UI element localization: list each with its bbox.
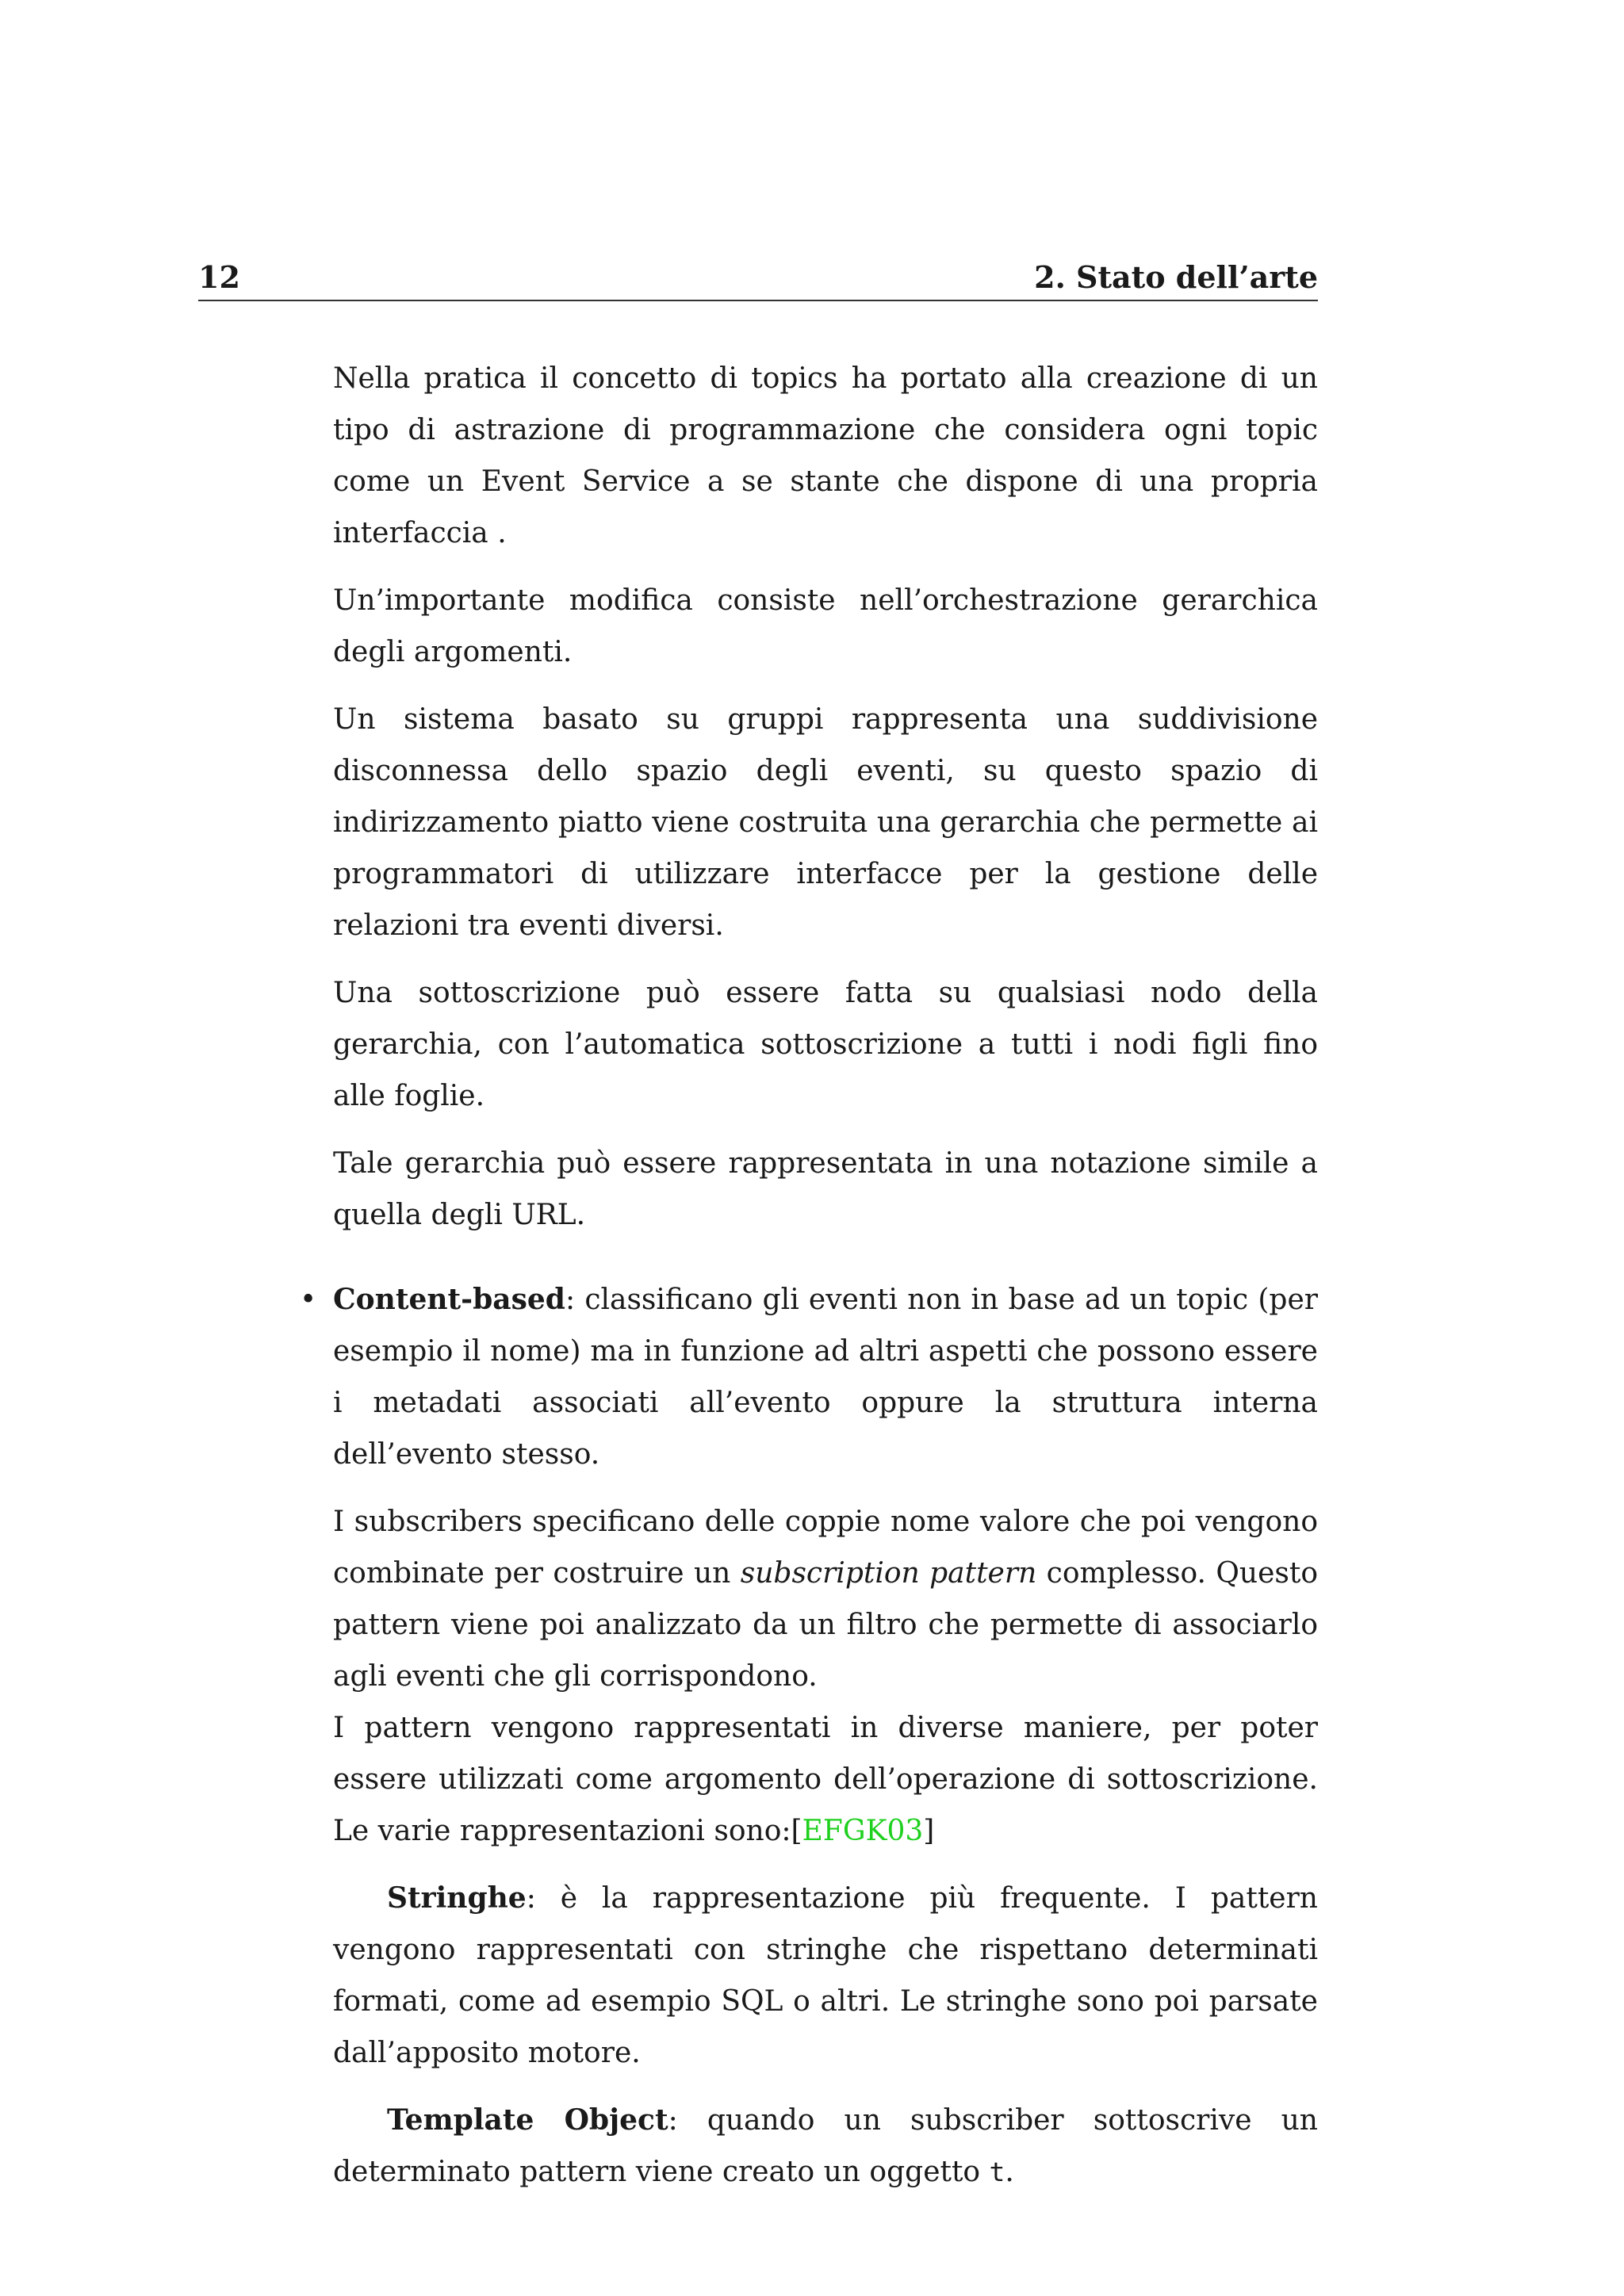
paragraph-template-object: [333, 2095, 1318, 2198]
subscribers-text-b: complesso. Questo pattern viene poi analizzato da un filtro che permette di associarlo agli eventi che gli corrispondono.: [333, 1557, 1318, 1693]
term-template-object: Template Object: [387, 2103, 668, 2137]
term-content-based: Content-based: [333, 1283, 565, 1316]
paragraph-pattern-representations: [333, 1702, 1318, 1857]
chapter-title: 2. Stato dell’arte: [1034, 259, 1318, 295]
paragraph-subscribers: [333, 1496, 1318, 1702]
stringhe-description: : è la rappresentazione più frequente. I pattern vengono rappresentati con stringhe che rispettano determinati formati, come ad esempio SQL o altri. Le stringhe sono poi parsate dall’apposito motore.: [333, 1882, 1318, 2069]
paragraph-stringhe: [333, 1873, 1318, 2079]
code-t: t: [989, 2156, 1005, 2187]
running-header: [198, 255, 1318, 301]
list-item-content-based: [300, 1274, 1318, 2198]
representations-text-a: I pattern vengono rappresentati in diverse maniere, per poter essere utilizzati come argomento dell’operazione di sottoscrizione. Le varie rappresentazioni sono:[: [333, 1712, 1318, 1847]
content-based-description: : classificano gli eventi non in base ad un topic (per esempio il nome) ma in funzione ad altri aspetti che possono essere i metadati associati all’evento oppure la struttura interna dell’evento stesso.: [333, 1284, 1318, 1471]
spacer: [333, 1257, 1318, 1274]
subscribers-text-a: I subscribers specificano delle coppie nome valore che poi vengono combinate per costruire un: [333, 1506, 1318, 1590]
bullet-icon: •: [300, 1284, 317, 1316]
paragraph-group-system: Un sistema basato su gruppi rappresenta una suddivisione disconnessa dello spazio degli eventi, su questo spazio di indirizzamento piatto viene costruita una gerarchia che permette ai programmatori di utilizzare interfacce per la gestione delle relazioni tra eventi diversi.: [333, 703, 1318, 942]
representations-text-b: ]: [923, 1815, 935, 1847]
paragraph-url-notation: Tale gerarchia può essere rappresentata in una notazione simile a quella degli URL.: [333, 1147, 1318, 1231]
template-description-b: .: [1005, 2156, 1014, 2188]
body-text: [300, 353, 1318, 2214]
paragraph-content-based: [333, 1274, 1318, 1480]
page-number: 12: [198, 259, 240, 295]
subscription-pattern-term: subscription pattern: [740, 1557, 1037, 1590]
paragraph-hierarchy-intro: Un’importante modifica consiste nell’orchestrazione gerarchica degli argomenti.: [333, 584, 1318, 668]
paragraph-topics-abstraction: Nella pratica il concetto di topics ha portato alla creazione di un tipo di astrazione di programmazione che considera ogni topic come un Event Service a se stante che dispone di una propria interfaccia .: [333, 362, 1318, 549]
template-description-a: : quando un subscriber sottoscrive un determinato pattern viene creato un oggetto: [333, 2104, 1318, 2188]
citation-link[interactable]: EFGK03: [802, 1815, 924, 1847]
term-stringhe: Stringhe: [387, 1881, 527, 1915]
paragraph-subscription-node: Una sottoscrizione può essere fatta su qualsiasi nodo della gerarchia, con l’automatica sottoscrizione a tutti i nodi figli fino alle foglie.: [333, 977, 1318, 1112]
